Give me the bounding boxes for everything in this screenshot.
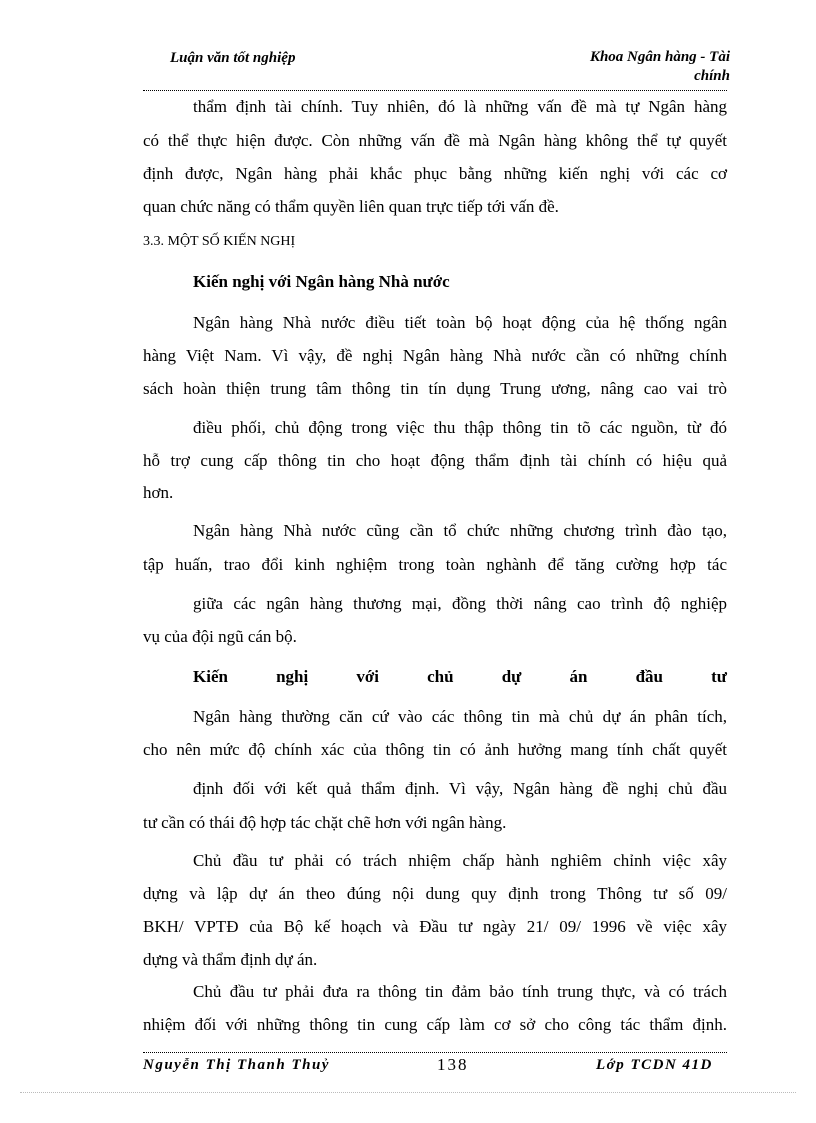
- body-line: cho nên mức độ chính xác của thông tin có ảnh hưởng mang tính chất quyết: [143, 740, 727, 759]
- subheading: Kiến nghị với chủ dự án đầu tư: [193, 667, 727, 686]
- footer-class: Lớp TCDN 41D: [596, 1057, 713, 1073]
- section-heading: 3.3. MỘT SỐ KIẾN NGHỊ: [143, 234, 296, 249]
- body-line: Ngân hàng thường căn cứ vào các thông tin mà chủ dự án phân tích,: [193, 707, 727, 726]
- body-line: sách hoàn thiện trung tâm thông tin tín dụng Trung ương, nâng cao vai trò: [143, 379, 727, 398]
- body-line: điều phối, chủ động trong việc thu thập thông tin tõ các nguồn, từ đó: [193, 418, 727, 437]
- body-line: nhiệm đối với những thông tin cung cấp làm cơ sở cho công tác thẩm định.: [143, 1015, 727, 1034]
- body-line: dựng và lập dự án theo đúng nội dung quy định trong Thông tư số 09/: [143, 884, 727, 903]
- header-left: Luận văn tốt nghiệp: [170, 50, 296, 66]
- footer-author: Nguyễn Thị Thanh Thuỷ: [143, 1057, 330, 1073]
- body-line: giữa các ngân hàng thương mại, đồng thời nâng cao trình độ nghiệp: [193, 594, 727, 613]
- body-line: quan chức năng có thẩm quyền liên quan trực tiếp tới vấn đề.: [143, 197, 559, 216]
- header-right-line1: Khoa Ngân hàng - Tài: [589, 49, 730, 65]
- body-line: định được, Ngân hàng phải khắc phục bằng những kiến nghị với các cơ: [143, 164, 727, 183]
- body-line: Ngân hàng Nhà nước điều tiết toàn bộ hoạt động của hệ thống ngân: [193, 313, 727, 332]
- body-line: định đối với kết quả thẩm định. Vì vậy, Ngân hàng đề nghị chủ đầu: [193, 779, 727, 798]
- body-line: dựng và thẩm định dự án.: [143, 950, 318, 969]
- body-line: thẩm định tài chính. Tuy nhiên, đó là những vấn đề mà tự Ngân hàng: [193, 97, 727, 116]
- body-line: vụ của đội ngũ cán bộ.: [143, 627, 297, 646]
- body-line: hàng Việt Nam. Vì vậy, đề nghị Ngân hàng Nhà nước cần có những chính: [143, 346, 727, 365]
- header-rule: [143, 90, 727, 91]
- footer-rule: [143, 1052, 727, 1053]
- page-number: 138: [437, 1055, 469, 1074]
- body-line: có thể thực hiện được. Còn những vấn đề mà Ngân hàng không thể tự quyết: [143, 131, 727, 150]
- body-line: hơn.: [143, 483, 174, 502]
- body-line: tư cần có thái độ hợp tác chặt chẽ hơn với ngân hàng.: [143, 813, 507, 832]
- header-right: [540, 48, 730, 86]
- body-line: tập huấn, trao đổi kinh nghiệm trong toàn nghành để tăng cường hợp tác: [143, 555, 727, 574]
- body-line: Chủ đầu tư phải có trách nhiệm chấp hành nghiêm chỉnh việc xây: [193, 851, 727, 870]
- page-edge-divider: [20, 1092, 796, 1093]
- body-line: Chủ đầu tư phải đưa ra thông tin đảm bảo tính trung thực, và có trách: [193, 982, 727, 1001]
- body-line: Ngân hàng Nhà nước cũng cần tổ chức những chương trình đào tạo,: [193, 521, 727, 540]
- subheading: Kiến nghị với Ngân hàng Nhà nước: [193, 272, 450, 291]
- header-right-line2: chính: [694, 68, 730, 84]
- body-line: BKH/ VPTĐ của Bộ kế hoạch và Đầu tư ngày 21/ 09/ 1996 về việc xây: [143, 917, 727, 936]
- body-line: hỗ trợ cung cấp thông tin cho hoạt động thẩm định tài chính có hiệu quả: [143, 451, 727, 470]
